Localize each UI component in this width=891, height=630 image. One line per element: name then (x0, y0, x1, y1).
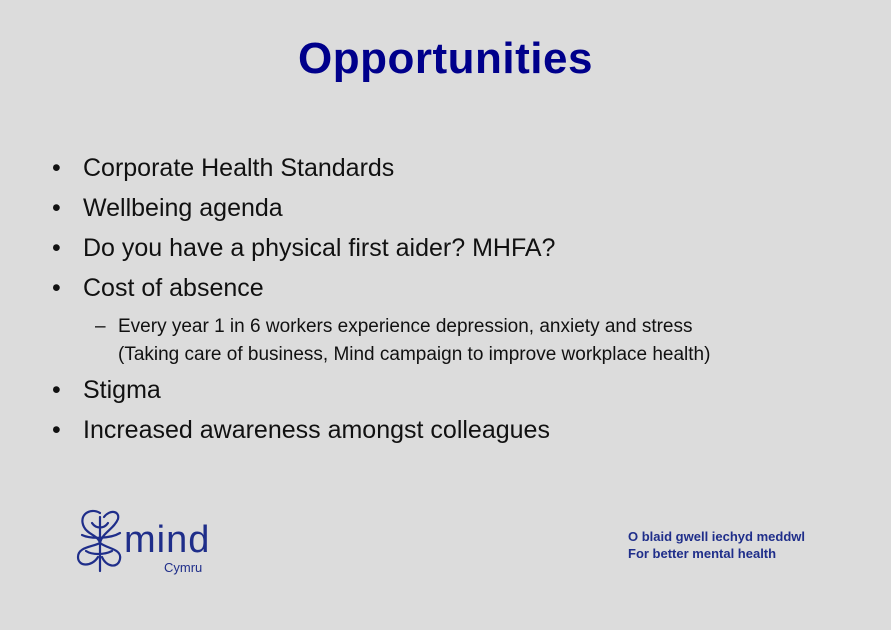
bullet-list-2 (52, 374, 872, 454)
list-item (52, 192, 872, 232)
mind-butterfly-icon (72, 505, 128, 577)
dash-icon: – (95, 316, 106, 337)
bullet-text: Stigma (83, 376, 161, 404)
list-item (52, 374, 872, 414)
list-item (52, 414, 872, 454)
bullet-icon: • (52, 274, 61, 302)
bullet-icon: • (52, 376, 61, 404)
list-item (52, 232, 872, 272)
logo-wordmark: mind (124, 519, 211, 561)
bullet-icon: • (52, 234, 61, 262)
bullet-text: Corporate Health Standards (83, 154, 395, 182)
slide-title: Opportunities (298, 34, 593, 83)
sub-bullet-line-1: Every year 1 in 6 workers experience depression, anxiety and stress (118, 316, 693, 337)
bullet-icon: • (52, 154, 61, 182)
list-item (52, 272, 872, 312)
logo-subtitle: Cymru (164, 560, 203, 575)
bullet-text: Cost of absence (83, 274, 264, 302)
bullet-text: Increased awareness amongst colleagues (83, 416, 550, 444)
bullet-icon: • (52, 416, 61, 444)
list-item (52, 152, 872, 192)
mind-logo (72, 505, 232, 580)
tagline-english: For better mental health (628, 546, 777, 561)
bullet-text: Wellbeing agenda (83, 194, 283, 222)
tagline (628, 528, 805, 562)
bullet-text: Do you have a physical first aider? MHFA? (83, 234, 556, 262)
bullet-list (52, 152, 872, 312)
tagline-welsh: O blaid gwell iechyd meddwl (628, 529, 805, 544)
bullet-icon: • (52, 194, 61, 222)
sub-bullet-line-2: (Taking care of business, Mind campaign to improve workplace health) (118, 344, 711, 365)
